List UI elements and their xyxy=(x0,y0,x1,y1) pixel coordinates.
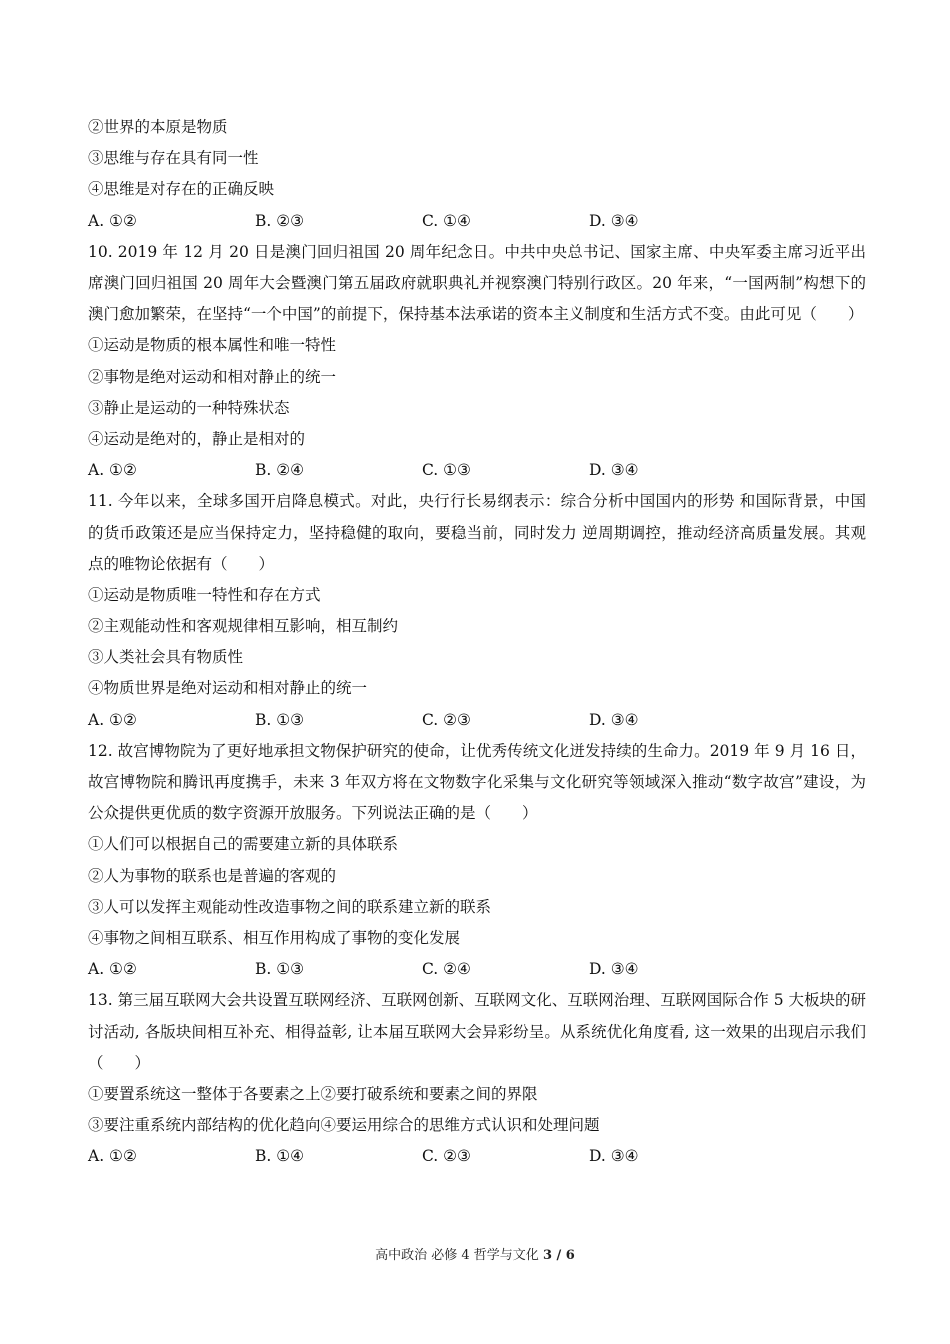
choice-item: ①运动是物质的根本属性和唯一特性 xyxy=(88,336,337,355)
choice-item: ③静止是运动的一种特殊状态 xyxy=(88,398,290,417)
exam-page xyxy=(88,112,866,1173)
option-a: A. ①② xyxy=(88,1147,137,1166)
question-stem: 13. 第三届互联网大会共设置互联网经济、互联网创新、互联网文化、互联网治理、互联网国际合作 5 大板块的研讨活动, 各版块间相互补充、相得益彰, 让本届互联网大会异彩纷呈。从系统优化角度看, 这一效果的出现启示我们（ ） xyxy=(88,991,866,1072)
question-stem: 10. 2019 年 12 月 20 日是澳门回归祖国 20 周年纪念日。中共中央总书记、国家主席、中央军委主席习近平出席澳门回归祖国 20 周年大会暨澳门第五届政府就职典礼并视察澳门特别行政区。20 年来，“一国两制”构想下的澳门愈加繁荣，在坚持“一个中国”的前提下，保持基本法承诺的资本主义制度和生活方式不变。由此可见（ ） xyxy=(88,242,866,324)
choice-item: ④思维是对存在的正确反映 xyxy=(88,180,275,199)
option-b: B. ①④ xyxy=(255,1147,305,1166)
option-c: C. ①④ xyxy=(422,211,471,230)
question-11 xyxy=(88,486,866,736)
question-12 xyxy=(88,736,866,986)
option-c: C. ①③ xyxy=(422,461,471,480)
option-b: B. ②④ xyxy=(255,461,305,480)
choice-item: ②主观能动性和客观规律相互影响，相互制约 xyxy=(88,617,399,636)
answer-options xyxy=(88,954,866,985)
answer-options xyxy=(88,206,866,237)
question-10 xyxy=(88,237,866,487)
option-b: B. ②③ xyxy=(255,211,305,230)
footer-title: 高中政治 必修 4 哲学与文化 xyxy=(375,1248,539,1263)
choice-item: ①人们可以根据自己的需要建立新的具体联系 xyxy=(88,835,399,854)
question-stem: 12. 故宫博物院为了更好地承担文物保护研究的使命，让优秀传统文化迸发持续的生命力。2019 年 9 月 16 日，故宫博物院和腾讯再度携手，未来 3 年双方将在文物数字化采集与文化研究等领域深入推动“数字故宫”建设，为公众提供更优质的数字资源开放服务。下列说法正确的是（ ） xyxy=(88,741,866,823)
option-a: A. ①② xyxy=(88,461,137,480)
question-stem: 11. 今年以来，全球多国开启降息模式。对此，央行行长易纲表示：综合分析中国国内的形势 和国际背景，中国的货币政策还是应当保持定力，坚持稳健的取向，要稳当前，同时发力 逆周期调控，推动经济高质量发展。其观点的唯物论依据有（ ） xyxy=(88,492,866,573)
page-footer xyxy=(0,1244,950,1263)
option-c: C. ②③ xyxy=(422,710,471,729)
option-b: B. ①③ xyxy=(255,960,305,979)
option-c: C. ②④ xyxy=(422,960,471,979)
option-d: D. ③④ xyxy=(589,960,639,979)
choice-item: ③要注重系统内部结构的优化趋向④要运用综合的思维方式认识和处理问题 xyxy=(88,1116,600,1135)
option-d: D. ③④ xyxy=(589,461,639,480)
option-a: A. ①② xyxy=(88,960,137,979)
option-b: B. ①③ xyxy=(255,710,305,729)
choice-item: ③思维与存在具有同一性 xyxy=(88,149,259,168)
choice-item: ①要置系统这一整体于各要素之上②要打破系统和要素之间的界限 xyxy=(88,1085,538,1103)
choice-item: ②事物是绝对运动和相对静止的统一 xyxy=(88,367,337,386)
answer-options xyxy=(88,455,866,486)
choice-item: ④运动是绝对的，静止是相对的 xyxy=(88,429,306,448)
answer-options xyxy=(88,705,866,736)
option-c: C. ②③ xyxy=(422,1147,471,1166)
choice-item: ④事物之间相互联系、相互作用构成了事物的变化发展 xyxy=(88,929,461,948)
page-number: 3 / 6 xyxy=(542,1248,575,1263)
choice-item: ②世界的本原是物质 xyxy=(88,118,228,136)
option-a: A. ①② xyxy=(88,211,137,230)
option-d: D. ③④ xyxy=(589,1147,639,1166)
option-a: A. ①② xyxy=(88,710,137,729)
choice-item: ④物质世界是绝对运动和相对静止的统一 xyxy=(88,679,368,698)
question-9 xyxy=(88,112,866,237)
choice-item: ③人类社会具有物质性 xyxy=(88,648,244,667)
choice-item: ①运动是物质唯一特性和存在方式 xyxy=(88,585,321,604)
choice-item: ③人可以发挥主观能动性改造事物之间的联系建立新的联系 xyxy=(88,897,492,916)
question-13 xyxy=(88,985,866,1172)
option-d: D. ③④ xyxy=(589,710,639,729)
choice-item: ②人为事物的联系也是普遍的客观的 xyxy=(88,866,337,885)
option-d: D. ③④ xyxy=(589,211,639,230)
answer-options xyxy=(88,1141,866,1172)
